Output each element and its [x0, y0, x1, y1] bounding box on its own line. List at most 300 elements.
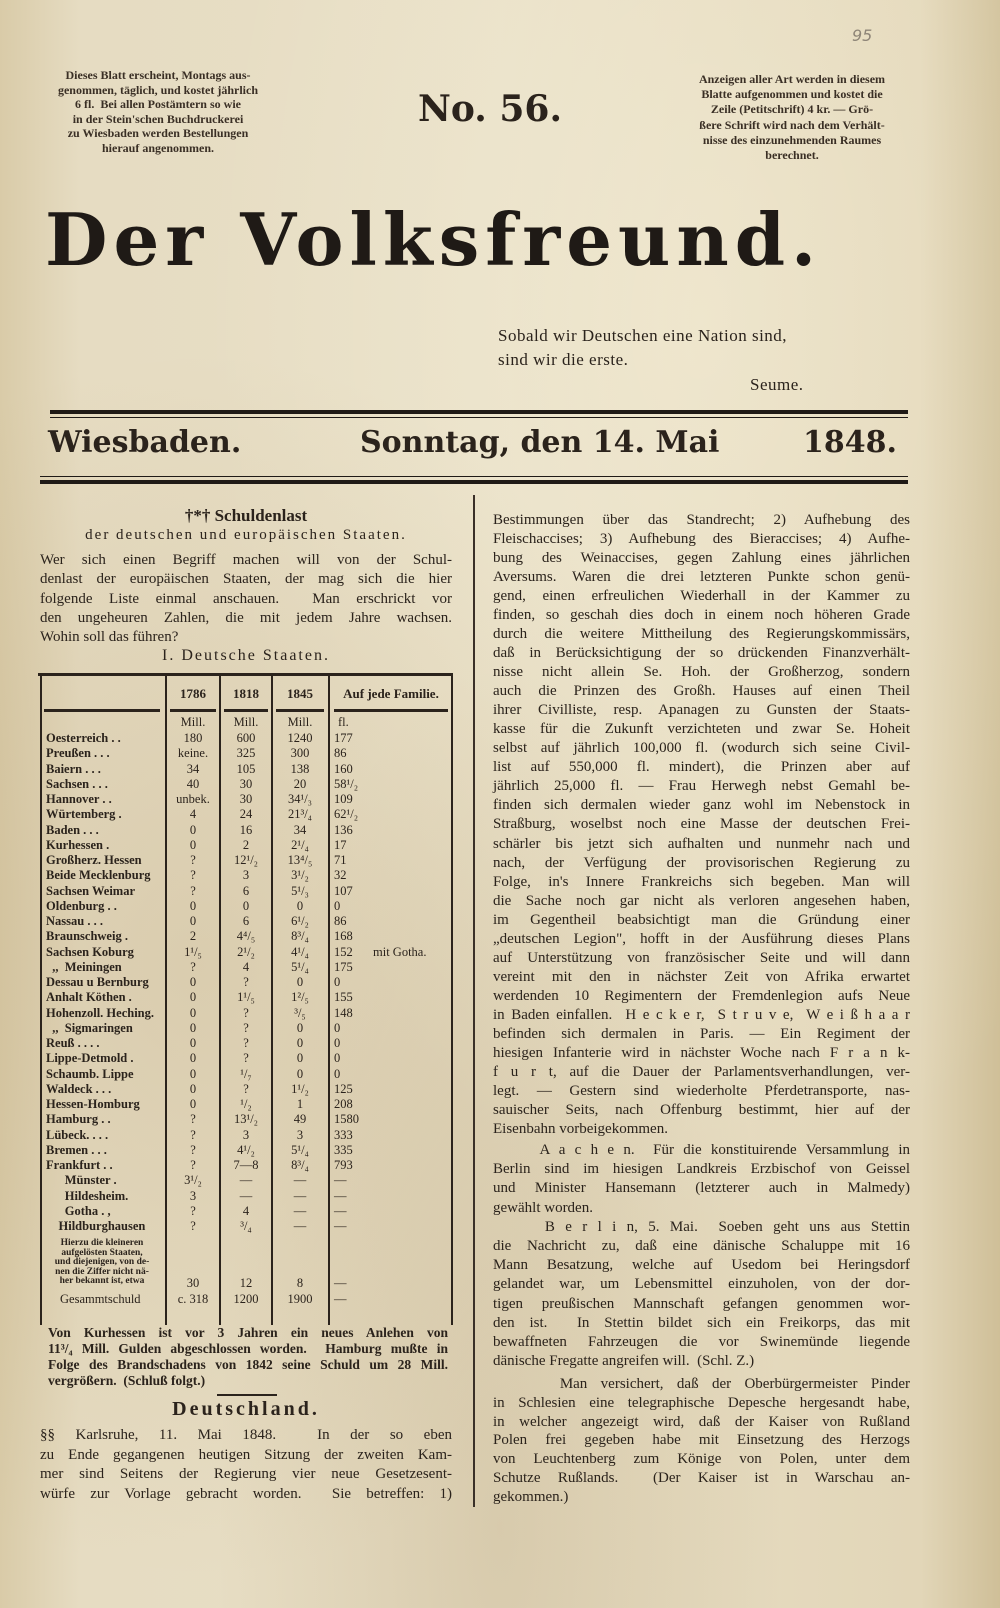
text-line: gend, einen erfreulichen Wiederhall in der Kammer zu — [493, 588, 910, 605]
table-cell: ? — [243, 1020, 249, 1035]
table-note-line: und diejenigen, von de- — [54, 1257, 150, 1268]
table-cell: 0 — [189, 990, 197, 1005]
table-header: 1786 — [180, 686, 206, 701]
table-cell: 30 — [186, 1276, 200, 1290]
text-line: Zeile (Petitschrift) 4 kr. — Grö- — [710, 102, 874, 117]
table-row — [38, 884, 453, 899]
table-cell: ³/₅ — [294, 1005, 306, 1020]
table-cell: 0 — [189, 975, 197, 989]
text-line: in Baden einfallen. H e c k e r, S t r u v e, W e i ß h a a r — [493, 1006, 910, 1023]
table-row — [38, 1128, 453, 1143]
table-cell: 86 — [334, 746, 347, 761]
table-row — [38, 1143, 453, 1158]
table-cell: 40 — [186, 776, 200, 791]
table-cell: Gotha . , — [46, 1203, 111, 1218]
table-cell: 1¹/₅ — [237, 990, 255, 1005]
text-line: folgende Liste einmal anschauen. Man erschrickt vor — [40, 590, 452, 607]
table-cell: Hildesheim. — [46, 1188, 129, 1203]
table-cell: Großherz. Hessen — [46, 853, 142, 867]
dateline-year: 1848. — [803, 425, 897, 460]
table-cell: 1900 — [287, 1292, 313, 1306]
text-line: Fleischaccises; 3) Aufhebung des Bieraccises; 4) Aufhe- — [493, 531, 910, 548]
table-cell: Waldeck . . . — [46, 1081, 112, 1096]
table-row — [38, 746, 453, 761]
table-cell: ¹/₂ — [240, 1097, 252, 1111]
table-cell: ¹/₇ — [240, 1066, 252, 1081]
table-cell: Anhalt Köthen . — [46, 990, 132, 1005]
table-cell: 0 — [189, 1020, 197, 1035]
text-line: B e r l i n, 5. Mai. Soeben geht uns aus Stettin — [493, 1218, 911, 1235]
text-line: Wer sich einen Begriff machen will von der Schul- — [40, 552, 452, 568]
table-cell: — — [239, 1188, 253, 1203]
table-cell: ? — [190, 959, 196, 974]
table-cell: 793 — [334, 1158, 353, 1172]
table-row — [38, 731, 453, 746]
header-underline — [170, 709, 216, 712]
table-cell: 105 — [236, 761, 256, 776]
table-cell: 3¹/₂ — [291, 868, 309, 883]
table-header: Auf jede Familie. — [343, 686, 439, 701]
table-cell: Hildburghausen — [46, 1219, 146, 1233]
table-cell: 34 — [293, 822, 307, 837]
table-cell: 0 — [189, 837, 197, 852]
table-cell: 175 — [334, 959, 353, 974]
table-cell: 12 — [239, 1276, 253, 1290]
text-line: Berlin sind im hiesigen Landkreis Erzbischof von Geissel — [493, 1161, 910, 1178]
table-cell: 6 — [242, 883, 250, 898]
table-cell: 8³/₄ — [291, 1158, 309, 1172]
table-cell: 109 — [334, 792, 353, 806]
issue-number: No. 56. — [418, 88, 562, 130]
motto-author: Seume. — [750, 375, 804, 394]
unit-label: Mill. — [233, 715, 259, 729]
table-cell: Frankfurt . . — [46, 1158, 113, 1172]
table-cell: 125 — [334, 1081, 353, 1096]
table-cell: 1580 — [334, 1112, 359, 1127]
table-cell: ? — [243, 1081, 249, 1096]
header-underline — [276, 709, 324, 712]
table-note-line: her bekannt ist, etwa — [59, 1276, 145, 1287]
units-row — [38, 715, 453, 730]
text-line: auf Unterstützung von französischer Seite und will dann — [493, 949, 910, 966]
table-header: 1818 — [233, 686, 259, 701]
table-cell: Sachsen Koburg — [46, 944, 134, 959]
table-cell: 7—8 — [233, 1158, 259, 1172]
table-cell: 16 — [239, 822, 253, 837]
table-cell: 5¹/₄ — [291, 959, 309, 974]
text-line: „deutschen Legion", hofft in der Ausführung dieses Plans — [493, 930, 910, 947]
text-line: Blatte aufgenommen und kostet die — [701, 87, 883, 102]
table-cell: 0 — [334, 1020, 341, 1035]
table-row — [38, 960, 453, 975]
text-line: Aversums. Waren die drei letzteren Punkte schon genü- — [493, 569, 910, 586]
text-line: Schutze Rußlands. (Der Kaiser ist in Warschau an- — [493, 1470, 910, 1486]
table-note-line: nen die Ziffer nicht nä- — [55, 1266, 149, 1277]
text-line: Wohin soll das führen? — [40, 629, 179, 646]
table-cell: Bremen . . . — [46, 1142, 107, 1157]
text-line: dänische Fregatte angreifen will. (Schl. Z.) — [493, 1353, 755, 1370]
table-cell: Nassau . . . — [46, 914, 103, 928]
table-cell: — — [334, 1188, 347, 1203]
table-cell: 600 — [236, 731, 256, 745]
table-cell: 0 — [189, 1097, 197, 1111]
table-row — [38, 762, 453, 777]
text-line: mer sind Seitens der Regierung vier neue Gesetzesent- — [40, 1466, 452, 1483]
text-line: in welcher angezeigt wird, daß der Kaiser von Rußland — [493, 1413, 910, 1430]
table-row — [38, 945, 453, 960]
text-line: ßere Schrift wird nach dem Verhält- — [699, 117, 885, 132]
text-line: sauischer Seits, nach Offenburg bestimmt, hier auf der — [493, 1101, 910, 1118]
table-cell: 62¹/₂ — [334, 807, 359, 822]
unit-label: Mill. — [180, 715, 206, 729]
table-cell: Hamburg . . — [46, 1112, 111, 1127]
section-title-deutschland: Deutschland. — [172, 1398, 320, 1420]
table-cell: — — [334, 1276, 347, 1290]
table-row — [38, 1112, 453, 1127]
header-rule-top — [50, 410, 908, 414]
table-row — [38, 853, 453, 868]
text-line: hierauf angenommen. — [102, 141, 214, 155]
table-cell: ? — [190, 853, 196, 867]
table-cell: 20 — [293, 776, 307, 791]
table-cell: ? — [243, 1005, 249, 1020]
table-cell: 0 — [189, 1066, 197, 1081]
text-line: denlast der europäischen Staaten, der mag sich die hier — [40, 571, 452, 588]
table-cell: 152 — [334, 944, 353, 959]
table-cell: 208 — [334, 1097, 353, 1111]
table-cell: Dessau u Bernburg — [46, 975, 149, 989]
table-row — [38, 975, 453, 990]
table-cell: Oldenburg . . — [46, 898, 117, 913]
table-cell: 1200 — [233, 1292, 259, 1306]
table-row — [38, 1067, 453, 1082]
text-line: würfe zur Vorlage gebracht worden. Sie betreffen: 1) — [40, 1485, 452, 1502]
table-cell: ? — [190, 883, 196, 898]
text-line: ihrer Civilliste, resp. Apanagen zu Gunsten der Staats- — [493, 702, 910, 719]
table-cell: 0 — [296, 898, 304, 913]
text-line: nisse des einzunehmenden Raumes — [702, 132, 882, 147]
text-line: vergrößern. (Schluß folgt.) — [48, 1373, 206, 1388]
table-cell: 0 — [334, 1036, 341, 1050]
table-cell: 24 — [239, 807, 253, 822]
table-row — [38, 1082, 453, 1097]
header-rule-bottom — [40, 480, 908, 484]
table-cell: Baden . . . — [46, 822, 99, 837]
table-row — [38, 777, 453, 792]
table-note-line: Hierzu die kleineren — [60, 1238, 144, 1248]
text-line: list auf 550,000 fl. mindert), die Prinzen aber auf — [493, 759, 910, 776]
table-row — [38, 914, 453, 929]
table-cell: 49 — [293, 1112, 307, 1127]
table-cell: 4 — [242, 959, 250, 974]
table-cell: Kurhessen . — [46, 837, 110, 852]
text-line: 6 fl. Bei allen Postämtern so wie — [75, 97, 241, 112]
table-cell: 30 — [239, 792, 253, 806]
table-cell: 180 — [183, 731, 203, 745]
table-cell: ,, Meiningen — [46, 959, 122, 974]
table-row — [38, 792, 453, 807]
table-row — [38, 838, 453, 853]
text-line: befinden sich dermalen in Paris. — Ein Regiment der — [493, 1025, 910, 1042]
table-cell: Sachsen . . . — [46, 776, 108, 791]
text-line: bung des Weinaccises, gegen Zahlung eines jährlichen — [493, 550, 910, 567]
table-cell: 107 — [334, 883, 353, 898]
text-line: den ungeheuren Zahlen, die mit jedem Jahre wachsen. — [40, 609, 452, 626]
table-cell: keine. — [177, 746, 209, 761]
table-cell: — — [293, 1188, 307, 1203]
article-subtitle: der deutschen und europäischen Staaten. — [85, 527, 407, 543]
text-line: Folge, in's Innere Frankreichs sich begeben. Man will — [493, 873, 910, 890]
text-line: Bestimmungen über das Standrecht; 2) Aufhebung des — [493, 512, 910, 528]
table-cell: 155 — [334, 990, 353, 1005]
table-cell: 17 — [334, 837, 347, 852]
table-cell: — — [334, 1219, 347, 1233]
text-line: §§ Karlsruhe, 11. Mai 1848. In der so eben — [40, 1427, 452, 1443]
section-separator — [217, 1394, 277, 1396]
table-cell: 4 — [242, 1203, 250, 1218]
table-cell: 4⁴/₅ — [236, 929, 256, 944]
table-cell: ? — [243, 1051, 249, 1066]
table-cell: 1240 — [287, 731, 313, 745]
table-cell: 86 — [334, 914, 347, 928]
table-cell: Münster . — [46, 1173, 117, 1188]
table-cell: ? — [190, 1127, 196, 1142]
table-cell: ? — [190, 1219, 196, 1233]
dateline-place: Wiesbaden. — [48, 425, 242, 460]
table-cell: ? — [243, 1036, 249, 1050]
table-cell: ? — [190, 1158, 196, 1172]
table-cell: 0 — [296, 1020, 304, 1035]
table-cell: 12¹/₂ — [233, 853, 259, 867]
header-underline — [334, 709, 448, 712]
table-cell: 6¹/₂ — [291, 914, 309, 928]
header-rule-bottom-thin — [40, 476, 908, 477]
text-line: Polen frei gegeben habe mit Einsetzung des Herzogs — [493, 1432, 910, 1449]
table-cell: 0 — [189, 1081, 197, 1096]
table-cell: Oesterreich . . — [46, 731, 121, 745]
table-cell: Sachsen Weimar — [46, 883, 136, 898]
table-cell: 0 — [189, 1005, 197, 1020]
table-cell: Braunschweig . — [46, 929, 128, 944]
table-cell: mit Gotha. — [373, 944, 427, 959]
table-cell: 3 — [242, 868, 250, 883]
table-cell: Beide Mecklenburg — [46, 868, 151, 883]
table-cell: 6 — [242, 914, 250, 928]
text-line: Anzeigen aller Art werden in diesem — [698, 72, 886, 86]
text-line: die Nachricht zu, daß eine dänische Schaluppe mit 16 — [493, 1238, 910, 1254]
text-line: durch die weitere Mittheilung des Regierungskommissärs, — [493, 626, 910, 643]
table-cell: 71 — [334, 853, 347, 867]
table-row — [38, 1204, 453, 1219]
table-note-line: aufgelösten Staaten, — [61, 1247, 143, 1258]
table-cell: 0 — [189, 822, 197, 837]
table-cell: 2¹/₂ — [237, 944, 255, 959]
text-line: bewaffneten Fahrzeugen die vor Swinemünde liegende — [493, 1334, 910, 1350]
text-line: vereint mit den in nächster Zeit von Afrika erwartet — [493, 968, 910, 985]
table-cell: 8 — [296, 1276, 304, 1290]
table-cell: 333 — [334, 1127, 353, 1142]
column-divider — [473, 495, 475, 1507]
handwritten-page-number: 95 — [852, 26, 873, 45]
table-cell: 0 — [334, 898, 341, 913]
text-line: daß in Berücksichtigung der so drückenden Finanzverhält- — [493, 645, 910, 662]
text-line: nisse nicht allein Se. Hoh. der Großherzog, sondern — [493, 664, 910, 681]
text-line: Von Kurhessen ist vor 3 Jahren ein neues Anlehen von — [48, 1325, 448, 1340]
unit-label: Mill. — [287, 715, 313, 729]
table-cell: Gesammtschuld — [60, 1292, 141, 1306]
table-cell: 0 — [242, 898, 250, 913]
table-cell: 0 — [296, 1051, 304, 1066]
text-line: jährlich 25,000 fl. — Frau Herwegh nebst Gemahl be- — [493, 778, 910, 795]
table-cell: — — [334, 1292, 347, 1306]
text-line: von Leuchtenberg zum Könige von Polen, unter dem — [493, 1451, 910, 1468]
table-cell: 2 — [242, 837, 250, 852]
text-line: zu Ende gegangenen heutigen Sitzung der zweiten Kam- — [40, 1446, 452, 1463]
table-cell: 5¹/₄ — [291, 1142, 309, 1157]
table-cell: Baiern . . . — [46, 761, 101, 776]
table-cell: 0 — [334, 1051, 341, 1066]
table-cell: 335 — [334, 1142, 353, 1157]
text-line: Man versichert, daß der Oberbürgermeister Pinder — [493, 1376, 910, 1392]
table-cell: 2 — [189, 929, 197, 944]
table-cell: 4¹/₄ — [291, 944, 309, 959]
dateline-date: Sonntag, den 14. Mai — [360, 425, 720, 460]
table-row — [38, 990, 453, 1005]
table-cell: 1 — [296, 1097, 304, 1111]
table-cell: — — [293, 1219, 307, 1233]
table-cell: 58¹/₂ — [334, 776, 359, 791]
debt-table — [38, 673, 453, 1325]
table-row — [38, 1173, 453, 1188]
table-cell: 3 — [189, 1188, 197, 1203]
table-cell: 177 — [334, 731, 353, 745]
text-line: finden, so geschah dies doch in einem noch höheren Grade — [493, 607, 910, 624]
table-cell: Lippe-Detmold . — [46, 1051, 134, 1066]
table-cell: unbek. — [176, 792, 210, 806]
table-row — [38, 1006, 453, 1021]
table-cell: 0 — [334, 1066, 341, 1081]
table-cell: — — [293, 1173, 307, 1188]
text-line: nach, der Verfügung der provisorischen Regierung zu — [493, 854, 910, 871]
text-line: tigen preußischen Mannschaft gefangen genommen wor- — [493, 1295, 910, 1312]
text-line: zu Wiesbaden werden Bestellungen — [67, 126, 249, 141]
table-cell: 34 — [186, 761, 200, 776]
table-cell: ,, Sigmaringen — [46, 1020, 133, 1035]
header-underline — [44, 709, 160, 712]
table-cell: 3 — [242, 1127, 250, 1142]
table-cell: ? — [190, 1142, 196, 1157]
table-row — [38, 1219, 453, 1234]
table-cell: Lübeck. . . . — [46, 1127, 109, 1142]
text-line: finden sich dermalen wieder ganz wohl im Nebenstock in — [493, 797, 910, 814]
table-cell: 0 — [334, 975, 341, 989]
table-cell: ? — [190, 1203, 196, 1218]
table-cell: 0 — [189, 898, 197, 913]
text-line: legt. — Gestern sind wiederholte Pferdetransporte, nas- — [493, 1082, 910, 1099]
masthead-title: Der Volksfreund. — [45, 197, 823, 282]
table-cell: — — [334, 1203, 347, 1218]
text-line: A a c h e n. Für die konstituirende Versammlung in — [493, 1142, 910, 1158]
table-cell: 138 — [290, 761, 310, 776]
table-cell: 148 — [334, 1005, 353, 1020]
text-line: hiesigen Infanterie wird in nächster Woche nach F r a n k- — [493, 1044, 910, 1061]
table-cell: ? — [190, 1112, 196, 1127]
table-cell: 30 — [239, 776, 253, 791]
table-cell: 300 — [290, 746, 310, 761]
table-cell: Hessen-Homburg — [46, 1097, 140, 1111]
table-cell: 13¹/₂ — [233, 1112, 259, 1127]
article-title: †*† Schuldenlast — [184, 506, 308, 525]
text-line: die Sache noch gar nicht als verloren angesehen haben, — [493, 892, 910, 909]
table-cell: 32 — [334, 868, 347, 883]
text-line: 11³/₄ Mill. Gulden abgeschlossen worden. Hamburg mußte in — [48, 1341, 448, 1356]
table-cell: 3¹/₂ — [184, 1173, 202, 1188]
table-cell: 0 — [296, 975, 304, 989]
table-row — [38, 807, 453, 822]
table-cell: Reuß . . . . — [46, 1036, 100, 1050]
table-cell: 5¹/₃ — [291, 883, 309, 898]
table-cell: — — [293, 1203, 307, 1218]
table-cell: 0 — [189, 1036, 197, 1050]
table-cell: 325 — [236, 746, 256, 761]
text-line: Dieses Blatt erscheint, Montags aus- — [65, 68, 251, 82]
text-line: in Schlesien eine telegraphische Depesche hergesandt habe, — [493, 1394, 910, 1411]
text-line: den ist. In Stettin bildet sich ein Freikorps, das mit — [493, 1314, 910, 1331]
text-line: schärler bis jetzt sich aufhalten und nunmehr nach und — [493, 835, 910, 852]
table-row — [38, 1051, 453, 1066]
table-cell: 160 — [334, 761, 353, 776]
text-line: auch die Prinzen des Großh. Hauses auf einen Theil — [493, 683, 910, 700]
table-row — [38, 929, 453, 944]
table-cell: 4¹/₂ — [237, 1142, 255, 1157]
text-line: und Minister Hansemann (letzterer auch in Malmedy) — [493, 1180, 910, 1197]
table-row-total — [38, 1292, 453, 1307]
table-cell: — — [239, 1173, 253, 1188]
text-line: berechnet. — [765, 148, 819, 162]
table-cell: c. 318 — [177, 1292, 209, 1306]
text-line: werdenden 10 Regimentern der Fremdenlegion aufs Neue — [493, 987, 910, 1004]
header-underline — [224, 709, 268, 712]
table-cell: Schaumb. Lippe — [46, 1066, 134, 1081]
table-row — [38, 899, 453, 914]
table-cell: 4 — [189, 807, 197, 822]
table-row — [38, 1189, 453, 1204]
table-row — [38, 823, 453, 838]
text-line: Straßburg, woselbst noch eine Masse der deutschen Frei- — [493, 816, 910, 833]
table-cell: Hannover . . — [46, 792, 112, 806]
table-cell: 2¹/₄ — [291, 837, 309, 852]
table-cell: 3 — [296, 1127, 304, 1142]
text-line: gewählt worden. — [493, 1199, 593, 1216]
table-cell: 0 — [189, 914, 197, 928]
table-cell: 0 — [189, 1051, 197, 1066]
table-cell: 0 — [296, 1036, 304, 1050]
text-line: in der Stein'schen Buchdruckerei — [72, 111, 244, 126]
text-line: gelandet war, um Lebensmittel einzuholen, von der dor- — [493, 1276, 910, 1293]
table-cell: Preußen . . . — [46, 746, 110, 761]
table-cell: 8³/₄ — [291, 929, 309, 944]
table-row — [38, 1097, 453, 1112]
table-row-other-states — [38, 1276, 453, 1291]
header-rule-top-thin — [50, 417, 908, 418]
text-line: im Gegentheil beabsichtigt man die Gründung einer — [493, 911, 910, 928]
text-line: Eisenbahn vorbeigekommen. — [493, 1120, 668, 1137]
table-cell: 34¹/₃ — [287, 792, 313, 806]
table-row — [38, 1021, 453, 1036]
table-cell: 1¹/₂ — [291, 1081, 309, 1096]
table-cell: Würtemberg . — [46, 807, 122, 822]
text-line: Mann Besatzung, welche auf Usedom bei Heringsdorf — [493, 1257, 910, 1274]
